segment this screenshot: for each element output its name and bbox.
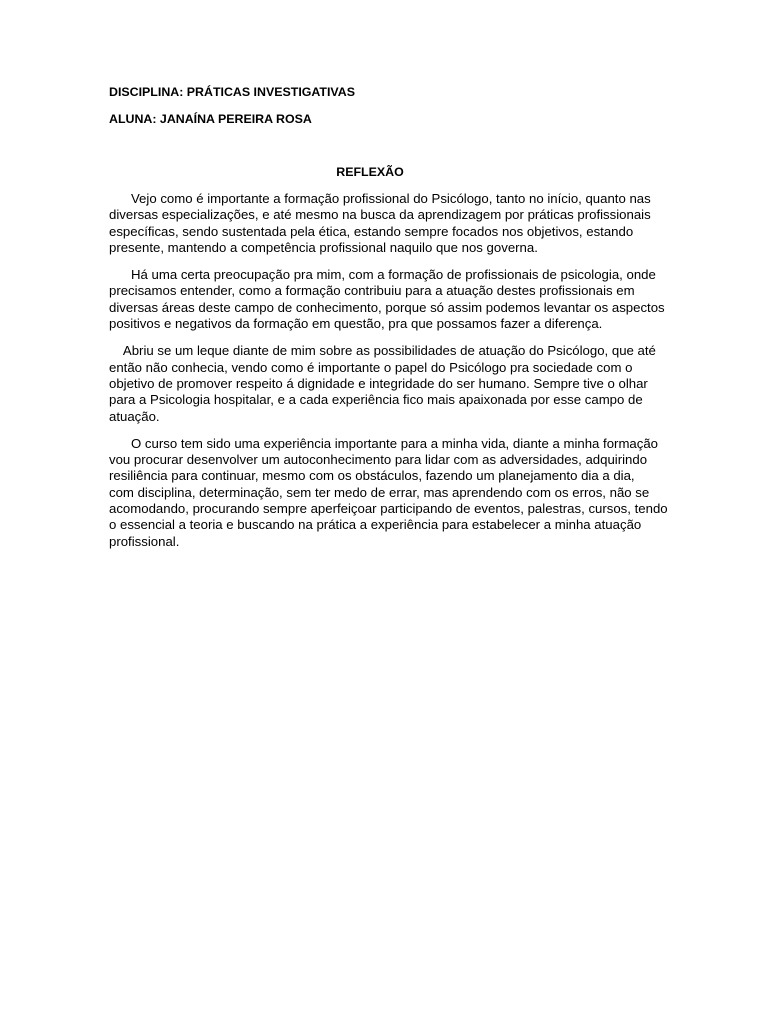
paragraph-4 xyxy=(109,435,668,550)
paragraph-line: para a Psicologia hospitalar, e a cada experiência fico mais apaixonada por esse campo de xyxy=(109,392,643,408)
paragraph-3 xyxy=(109,343,661,424)
paragraph-line: presente, mantendo a competência profissional naquilo que nos governa. xyxy=(109,239,538,255)
document-title: REFLEXÃO xyxy=(336,165,404,179)
paragraph-2 xyxy=(109,267,665,332)
paragraph-line: profissional. xyxy=(109,533,180,549)
paragraph-line: diversas especializações, e até mesmo na busca da aprendizagem por práticas profissionais xyxy=(109,207,651,223)
paragraph-line: O curso tem sido uma experiência importante para a minha vida, diante a minha formação xyxy=(109,435,659,451)
paragraph-line: com disciplina, determinação, sem ter medo de errar, mas aprendendo com os erros, não se xyxy=(109,484,650,500)
paragraph-line: Há uma certa preocupação pra mim, com a formação de profissionais de psicologia, onde xyxy=(109,267,656,283)
paragraph-line: objetivo de promover respeito á dignidade e integridade do ser humano. Sempre tive o olhar xyxy=(109,375,648,391)
paragraph-line: vou procurar desenvolver um autoconhecimento para lidar com as adversidades, adquirindo xyxy=(109,452,648,468)
paragraph-line: acomodando, procurando sempre aperfeiçoar participando de eventos, palestras, cursos, tendo xyxy=(109,501,668,517)
paragraph-line: precisamos entender, como a formação contribuiu para a atuação destes profissionais em xyxy=(109,283,635,299)
paragraph-line: então não conhecia, vendo como é importante o papel do Psicólogo pra sociedade com o xyxy=(109,359,633,375)
student-name-heading: ALUNA: JANAÍNA PEREIRA ROSA xyxy=(109,112,312,126)
paragraph-line: específicas, sendo sustentada pela ética, estando sempre focados nos objetivos, estando xyxy=(109,223,634,239)
paragraph-line: resiliência para continuar, mesmo com os obstáculos, fazendo um planejamento dia a dia, xyxy=(109,468,635,484)
paragraph-line: atuação. xyxy=(109,408,160,424)
paragraph-line: Vejo como é importante a formação profissional do Psicólogo, tanto no início, quanto nas xyxy=(109,191,651,206)
paragraph-1 xyxy=(109,191,661,256)
document-body xyxy=(109,191,668,561)
paragraph-line: Abriu se um leque diante de mim sobre as possibilidades de atuação do Psicólogo, que até xyxy=(109,343,656,359)
discipline-heading: DISCIPLINA: PRÁTICAS INVESTIGATIVAS xyxy=(109,85,355,99)
paragraph-line: o essencial a teoria e buscando na prática a experiência para estabelecer a minha atuação xyxy=(109,517,642,533)
paragraph-line: diversas áreas deste campo de conhecimento, porque só assim podemos levantar os aspectos xyxy=(109,299,665,315)
paragraph-line: positivos e negativos da formação em questão, pra que possamos fazer a diferença. xyxy=(109,316,603,332)
